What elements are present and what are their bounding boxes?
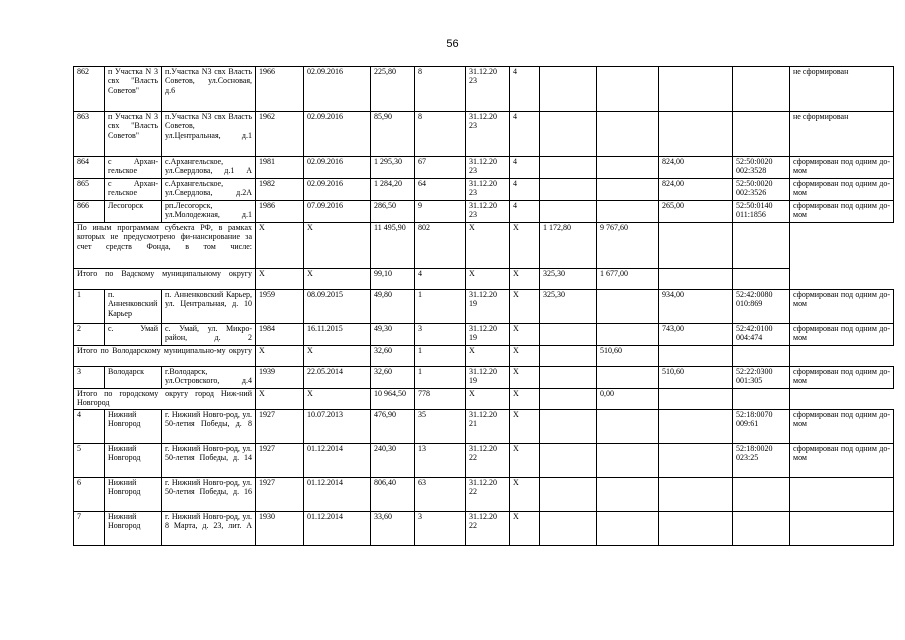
table-cell [733,223,790,269]
table-cell: 863 [74,112,105,157]
table-cell [540,367,597,389]
table-cell: 865 [74,179,105,201]
table-cell: 02.09.2016 [304,112,371,157]
subtotal-row [74,346,894,367]
table-cell [540,478,597,512]
table-body [74,67,894,546]
table-cell: 866 [74,201,105,223]
table-cell: 31.12.20 19 [466,367,510,389]
table-row [74,112,894,157]
table-cell: 32,60 [371,367,415,389]
table-cell: 2 [74,324,105,346]
table-cell [540,444,597,478]
table-cell [659,67,733,112]
table-cell: 1927 [256,478,304,512]
table-cell: X [304,346,371,367]
table-cell: 11 495,90 [371,223,415,269]
table-cell: X [510,444,540,478]
table-cell: 1 [415,346,466,367]
subtotal-row [74,223,894,269]
table-cell: 4 [74,410,105,444]
table-cell: сформирован под одним до-мом [790,367,894,389]
table-cell: 52:50:0020 002:3528 [733,157,790,179]
table-cell: Нижний Новгород [105,410,162,444]
table-cell: X [510,512,540,546]
table-cell: 10 964,50 [371,389,415,410]
table-cell [659,223,733,269]
table-cell [733,67,790,112]
table-cell: 8 [415,112,466,157]
table-cell [597,444,659,478]
table-cell: не сформирован [790,112,894,157]
table-cell: 325,30 [540,269,597,290]
table-cell: 33,60 [371,512,415,546]
table-cell: г. Нижний Новго-род, ул. 50-летия Победы, д. 8 [162,410,256,444]
table-cell [540,410,597,444]
table-cell [540,512,597,546]
table-cell: 325,30 [540,290,597,324]
table-cell: сформирован под одним до-мом [790,410,894,444]
table-cell [659,478,733,512]
table-row [74,512,894,546]
table-cell [540,112,597,157]
table-cell: 3 [415,512,466,546]
table-cell [733,389,790,410]
table-cell: 1959 [256,290,304,324]
housing-registry-table [73,66,894,546]
table-cell: 3 [74,367,105,389]
table-row [74,290,894,324]
table-cell [597,112,659,157]
table-cell: 1962 [256,112,304,157]
table-cell: 67 [415,157,466,179]
table-row [74,410,894,444]
table-cell: X [510,367,540,389]
table-cell: 63 [415,478,466,512]
table-cell: 1984 [256,324,304,346]
table-cell: 7 [74,512,105,546]
table-cell: 31.12.20 19 [466,290,510,324]
table-cell [659,269,733,290]
table-cell: 510,60 [659,367,733,389]
table-cell: X [466,346,510,367]
table-cell: X [256,269,304,290]
table-cell: X [304,223,371,269]
table-cell: с. Умай [105,324,162,346]
table-cell: с.Архангельское, ул.Свердлова, д.1 А [162,157,256,179]
table-cell: 10.07.2013 [304,410,371,444]
table-cell: 01.12.2014 [304,512,371,546]
table-cell: 31.12.20 19 [466,324,510,346]
table-cell: X [510,478,540,512]
table-cell [597,324,659,346]
table-cell: 52:50:0020 002:3526 [733,179,790,201]
table-cell: 01.12.2014 [304,444,371,478]
subtotal-label: Итого по городскому округу город Ниж-ний Новгород [74,389,256,410]
table-cell: X [510,410,540,444]
table-cell: 3 [415,324,466,346]
table-cell: 31.12.20 22 [466,512,510,546]
table-row [74,478,894,512]
table-cell [733,112,790,157]
table-cell: 5 [74,444,105,478]
table-cell [733,512,790,546]
table-cell: п. Анненковский Карьер, ул. Центральная, д. 10 [162,290,256,324]
subtotal-row [74,389,894,410]
table-cell: 01.12.2014 [304,478,371,512]
table-cell: 16.11.2015 [304,324,371,346]
subtotal-label: По иным программам субъекта РФ, в рамках которых не предусмотрено фи-нансирование за счет средств Фонда, в том числе: [74,223,256,269]
table-cell: 265,00 [659,201,733,223]
table-cell: 4 [510,157,540,179]
table-cell: 802 [415,223,466,269]
table-cell [733,478,790,512]
table-cell: X [304,269,371,290]
table-cell: 99,10 [371,269,415,290]
table-cell [659,346,733,367]
table-cell: 1939 [256,367,304,389]
table-cell [540,67,597,112]
table-cell: Лесогорск [105,201,162,223]
table-cell: г. Нижний Новго-род, ул. 8 Марта, д. 23, лит. А [162,512,256,546]
table-cell: 49,30 [371,324,415,346]
table-cell [540,201,597,223]
page-number: 56 [446,38,459,50]
table-cell [659,389,733,410]
table-cell: п Участка N 3 свх "Власть Советов" [105,112,162,157]
table-cell: X [256,346,304,367]
table-cell: 52:18:0070 009:61 [733,410,790,444]
table-cell [540,179,597,201]
table-cell: сформирован под одним до-мом [790,444,894,478]
table-cell: п.Участка N3 свх Власть Советов, ул.Центральная, д.1 [162,112,256,157]
table-cell: 31.12.20 21 [466,410,510,444]
table-cell: Нижний Новгород [105,444,162,478]
table-cell [659,512,733,546]
table-cell [597,179,659,201]
table-cell: 1930 [256,512,304,546]
table-cell: 824,00 [659,157,733,179]
table-cell: 4 [510,179,540,201]
table-cell [540,324,597,346]
table-cell: 02.09.2016 [304,157,371,179]
table-cell: 6 [74,478,105,512]
table-cell: 1 677,00 [597,269,659,290]
table-cell [597,201,659,223]
table-cell: X [256,389,304,410]
table-cell: 1 284,20 [371,179,415,201]
table-cell: 1927 [256,444,304,478]
table-cell: X [304,389,371,410]
table-cell: Нижний Новгород [105,478,162,512]
table-cell: Володарск [105,367,162,389]
table-cell: X [466,269,510,290]
table-cell: 743,00 [659,324,733,346]
subtotal-label: Итого по Вадскому муниципальному округу [74,269,256,290]
table-cell: X [466,223,510,269]
table-cell: 862 [74,67,105,112]
table-cell: с. Умай, ул. Микро-район, д. 2 [162,324,256,346]
table-cell: сформирован под одним до-мом [790,324,894,346]
table-cell: 225,80 [371,67,415,112]
table-cell: с Архан-гельское [105,157,162,179]
table-cell: 52:18:0020 023:25 [733,444,790,478]
table-cell: X [510,389,540,410]
table-cell: 35 [415,410,466,444]
table-cell: 1982 [256,179,304,201]
table-cell: X [510,223,540,269]
table-cell: 1966 [256,67,304,112]
table-cell: сформирован под одним до-мом [790,290,894,324]
table-cell: 07.09.2016 [304,201,371,223]
table-cell: 31.12.20 22 [466,444,510,478]
table-cell: 0,00 [597,389,659,410]
table-row [74,444,894,478]
table-cell [659,410,733,444]
table-cell: п Участка N 3 свх "Власть Советов" [105,67,162,112]
table-cell: Нижний Новгород [105,512,162,546]
table-cell: сформирован под одним до-мом [790,179,894,201]
table-cell: 52:50:0140 011:1856 [733,201,790,223]
table-cell: 9 [415,201,466,223]
table-cell: 31.12.20 23 [466,67,510,112]
table-cell [790,478,894,512]
table-cell: с.Архангельское, ул.Свердлова, д.2А [162,179,256,201]
table-cell: 1927 [256,410,304,444]
table-cell: 9 767,60 [597,223,659,269]
table-row [74,367,894,389]
table-cell: 4 [510,67,540,112]
table-cell: г.Володарск, ул.Островского, д.4 [162,367,256,389]
table-cell: X [510,269,540,290]
table-cell: 1 295,30 [371,157,415,179]
table-cell: 864 [74,157,105,179]
table-cell: 49,80 [371,290,415,324]
table-cell: 510,60 [597,346,659,367]
table-cell: 4 [415,269,466,290]
table-cell: 22.05.2014 [304,367,371,389]
table-cell: X [510,346,540,367]
table-cell [540,389,597,410]
table-cell: 4 [510,112,540,157]
table-cell: 240,30 [371,444,415,478]
table-cell: 286,50 [371,201,415,223]
table-cell: 778 [415,389,466,410]
table-cell: X [510,290,540,324]
table-cell [597,410,659,444]
table-cell: X [466,389,510,410]
table-cell: с Архан-гельское [105,179,162,201]
table-cell [659,112,733,157]
table-cell: X [510,324,540,346]
table-cell: 52:42:0100 004:474 [733,324,790,346]
table-cell: 1 [74,290,105,324]
table-cell [790,512,894,546]
table-cell: 4 [510,201,540,223]
table-cell: 1986 [256,201,304,223]
table-cell: п.Участка N3 свх Власть Советов, ул.Сосновая, д.6 [162,67,256,112]
table-cell: 31.12.20 23 [466,201,510,223]
table-cell: 1 [415,290,466,324]
subtotal-label: Итого по Володарскому муниципально-му округу [74,346,256,367]
table-cell: сформирован под одним до-мом [790,157,894,179]
table-cell: 31.12.20 23 [466,112,510,157]
table-cell: не сформирован [790,67,894,112]
table-row [74,67,894,112]
table-cell: X [256,223,304,269]
table-cell: 824,00 [659,179,733,201]
table-row [74,201,894,223]
table-cell: 64 [415,179,466,201]
table-cell [733,269,790,290]
table-cell: 31.12.20 23 [466,157,510,179]
table-cell [733,346,790,367]
table-cell [540,346,597,367]
table-cell: 08.09.2015 [304,290,371,324]
table-cell: 13 [415,444,466,478]
subtotal-row [74,269,894,290]
table-cell: 806,40 [371,478,415,512]
table-cell [597,478,659,512]
table-cell: 1981 [256,157,304,179]
table-cell [597,67,659,112]
table-cell: 31.12.20 22 [466,478,510,512]
table-cell: сформирован под одним до-мом [790,201,894,223]
table-cell [659,444,733,478]
table-cell: 8 [415,67,466,112]
table-cell [540,157,597,179]
table-cell [597,290,659,324]
table-row [74,324,894,346]
table-cell [597,157,659,179]
table-cell: 52:42:0080 010:869 [733,290,790,324]
table-row [74,179,894,201]
table-cell: 02.09.2016 [304,67,371,112]
table-cell: п. Анненковский Карьер [105,290,162,324]
table-cell: г. Нижний Новго-род, ул. 50-летия Победы, д. 16 [162,478,256,512]
table-cell: 31.12.20 23 [466,179,510,201]
table-cell: 934,00 [659,290,733,324]
table-cell: 32,60 [371,346,415,367]
table-cell: 1 [415,367,466,389]
table-cell: 02.09.2016 [304,179,371,201]
table-cell: 1 172,80 [540,223,597,269]
table-cell [597,512,659,546]
table-cell: 52:22:0300 001:305 [733,367,790,389]
table-cell [597,367,659,389]
table-row [74,157,894,179]
table-cell: рп.Лесогорск, ул.Молодежная, д.1 [162,201,256,223]
table-cell: 85,90 [371,112,415,157]
table-cell: г. Нижний Новго-род, ул. 50-летия Победы, д. 14 [162,444,256,478]
table-cell: 476,90 [371,410,415,444]
